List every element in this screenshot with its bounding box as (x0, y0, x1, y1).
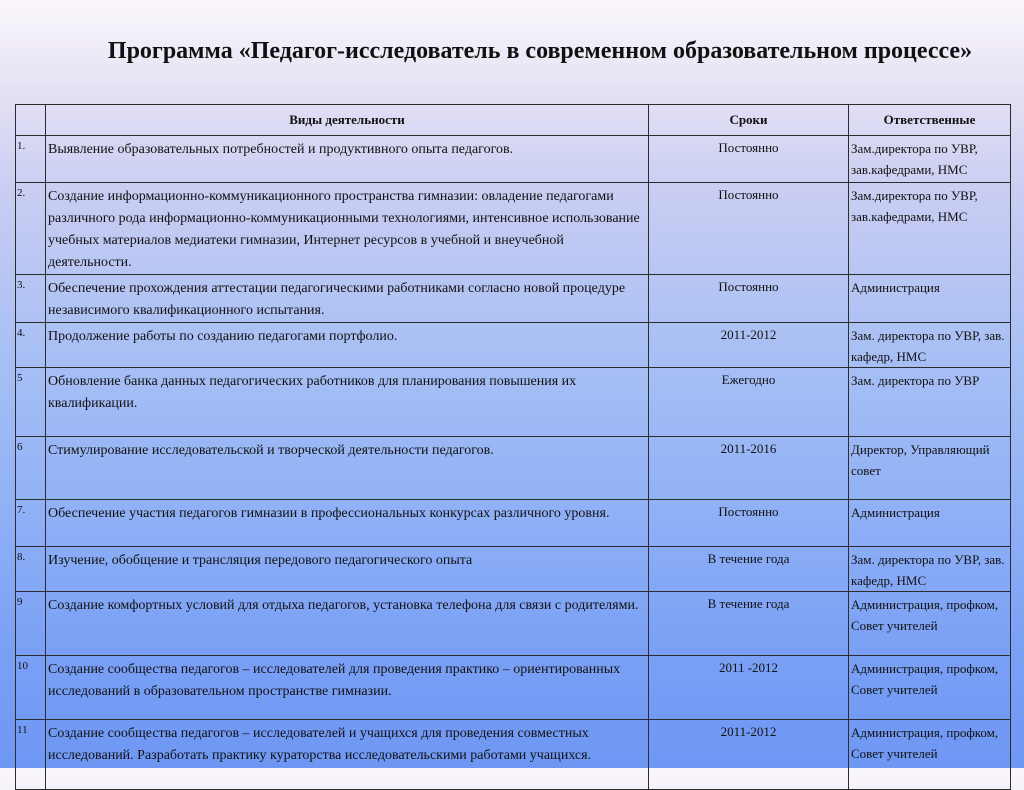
row-num: 6 (16, 437, 46, 500)
header-activity: Виды деятельности (46, 105, 649, 136)
row-activity: Выявление образовательных потребностей и продуктивного опыта педагогов. (46, 136, 649, 183)
table-row (16, 720, 1011, 790)
row-num: 5 (16, 368, 46, 437)
header-num (16, 105, 46, 136)
row-responsible: Зам.директора по УВР, зав.кафедрами, НМС (849, 136, 1011, 183)
row-num: 1. (16, 136, 46, 183)
row-activity: Обеспечение участия педагогов гимназии в профессиональных конкурсах различного уровня. (46, 500, 649, 547)
table-row (16, 323, 1011, 368)
row-num: 10 (16, 656, 46, 720)
table-row (16, 437, 1011, 500)
row-responsible: Зам. директора по УВР, зав. кафедр, НМС (849, 323, 1011, 368)
row-num: 3. (16, 275, 46, 323)
table-row (16, 183, 1011, 275)
row-num: 11 (16, 720, 46, 790)
row-terms: Постоянно (649, 500, 849, 547)
row-terms: В течение года (649, 592, 849, 656)
table-row (16, 592, 1011, 656)
table-row (16, 547, 1011, 592)
row-activity: Продолжение работы по созданию педагогами портфолио. (46, 323, 649, 368)
row-responsible: Администрация (849, 500, 1011, 547)
row-activity: Создание сообщества педагогов – исследователей и учащихся для проведения совместных исследований. Разработать практику кураторства исследовательскими работами учащихся. (46, 720, 649, 790)
row-responsible: Администрация, профком, Совет учителей (849, 592, 1011, 656)
header-terms: Сроки (649, 105, 849, 136)
row-activity: Изучение, обобщение и трансляция передового педагогического опыта (46, 547, 649, 592)
row-activity: Создание комфортных условий для отдыха педагогов, установка телефона для связи с родителями. (46, 592, 649, 656)
page-title: Программа «Педагог-исследователь в современном образовательном процессе» (107, 38, 973, 64)
row-terms: 2011-2012 (649, 323, 849, 368)
row-terms: Постоянно (649, 275, 849, 323)
row-responsible: Администрация, профком, Совет учителей (849, 656, 1011, 720)
table-row (16, 500, 1011, 547)
row-terms: 2011-2012 (649, 720, 849, 790)
row-num: 4. (16, 323, 46, 368)
row-responsible: Директор, Управляющий совет (849, 437, 1011, 500)
table-row (16, 136, 1011, 183)
row-activity: Создание сообщества педагогов – исследователей для проведения практико – ориентированных исследований в образовательном пространстве гимназии. (46, 656, 649, 720)
row-terms: В течение года (649, 547, 849, 592)
program-table (15, 104, 1011, 790)
row-terms: Ежегодно (649, 368, 849, 437)
table-row (16, 368, 1011, 437)
table-row (16, 656, 1011, 720)
row-terms: 2011-2016 (649, 437, 849, 500)
row-num: 7. (16, 500, 46, 547)
row-activity: Обновление банка данных педагогических работников для планирования повышения их квалификации. (46, 368, 649, 437)
row-responsible: Администрация, профком, Совет учителей (849, 720, 1011, 790)
row-num: 8. (16, 547, 46, 592)
row-num: 9 (16, 592, 46, 656)
row-responsible: Зам. директора по УВР (849, 368, 1011, 437)
table-header-row (16, 105, 1011, 136)
table-row (16, 275, 1011, 323)
header-responsible: Ответственные (849, 105, 1011, 136)
row-terms: Постоянно (649, 136, 849, 183)
row-activity: Создание информационно-коммуникационного пространства гимназии: овладение педагогами различного рода информационно-коммуникационными технологиями, интенсивное использование учебных материалов медиатеки гимназии, Интернет ресурсов в учебной и внеучебной деятельности. (46, 183, 649, 275)
row-activity: Стимулирование исследовательской и творческой деятельности педагогов. (46, 437, 649, 500)
row-responsible: Зам.директора по УВР, зав.кафедрами, НМС (849, 183, 1011, 275)
row-num: 2. (16, 183, 46, 275)
row-terms: Постоянно (649, 183, 849, 275)
row-responsible: Зам. директора по УВР, зав. кафедр, НМС (849, 547, 1011, 592)
row-responsible: Администрация (849, 275, 1011, 323)
row-terms: 2011 -2012 (649, 656, 849, 720)
row-activity: Обеспечение прохождения аттестации педагогическими работниками согласно новой процедуре независимого квалификационного испытания. (46, 275, 649, 323)
